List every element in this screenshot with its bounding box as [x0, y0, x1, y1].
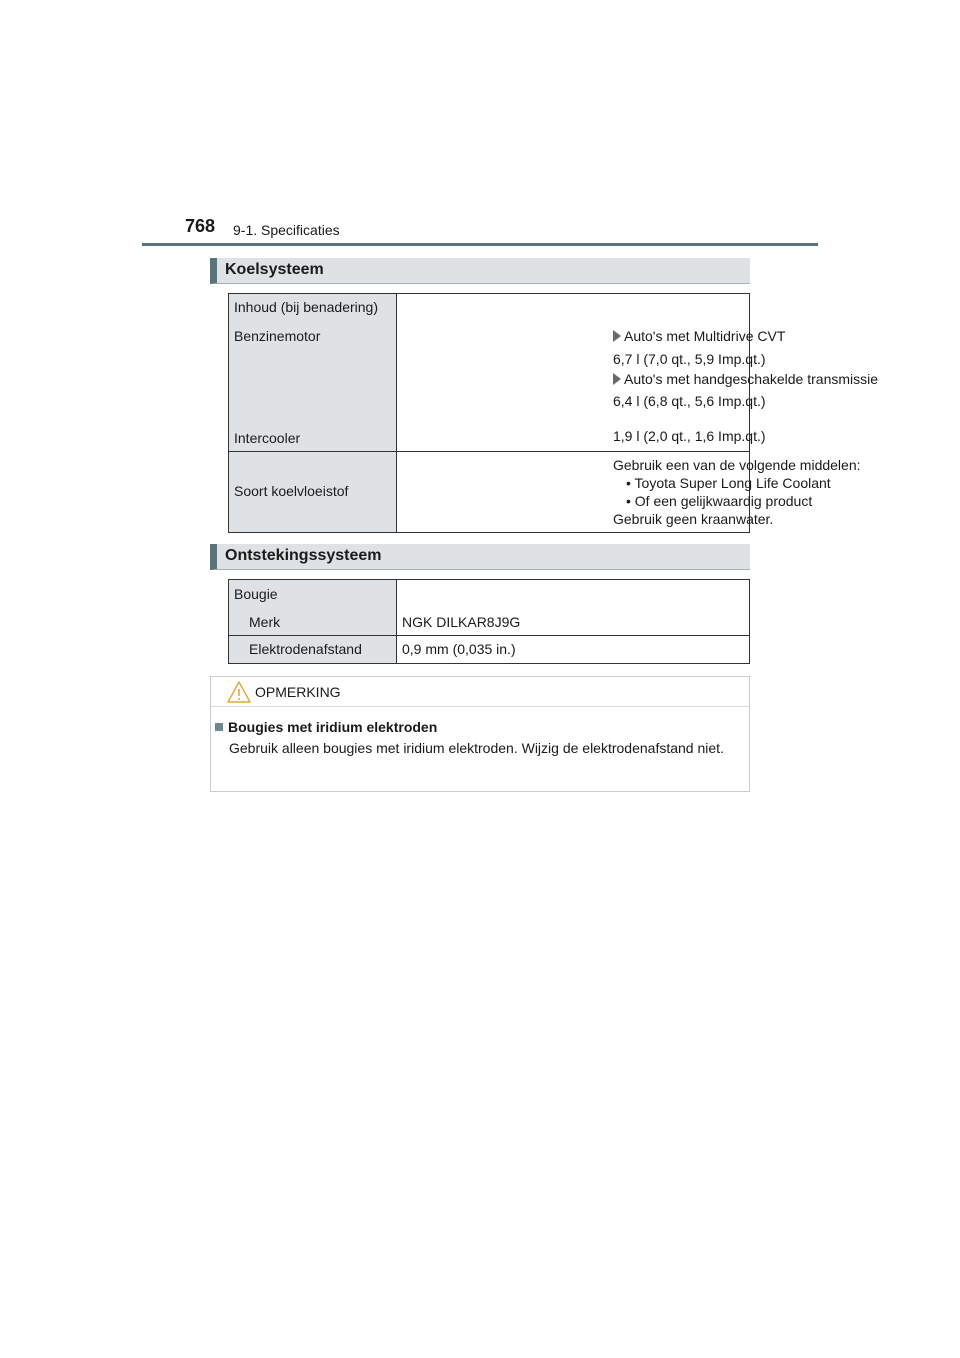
warning-icon	[226, 680, 252, 704]
table-cell	[397, 636, 750, 664]
intercooler-label: Intercooler	[234, 430, 301, 446]
brand-value: NGK DILKAR8J9G	[402, 614, 521, 630]
cvt-value: 6,7 l (7,0 qt., 5,9 Imp.qt.)	[613, 351, 766, 367]
table-row	[229, 636, 750, 664]
table-cell	[397, 580, 750, 636]
table-cell	[397, 294, 879, 452]
table-cell	[229, 636, 397, 664]
square-bullet-icon	[215, 723, 223, 731]
gap-label: Elektrodenafstand	[249, 641, 362, 657]
triangle-right-icon	[613, 330, 621, 342]
notice-title: OPMERKING	[255, 684, 341, 700]
section-heading-ignition	[210, 544, 750, 570]
page-number: 768	[185, 216, 216, 236]
cooling-spec-table	[228, 293, 879, 533]
engine-label: Benzinemotor	[234, 328, 321, 344]
notice-body: Gebruik alleen bougies met iridium elektroden. Wijzig de elektrodenafstand niet.	[229, 740, 724, 756]
section-title: Ontstekingssysteem	[225, 547, 382, 564]
table-cell	[229, 580, 397, 636]
header-rule	[142, 243, 818, 246]
cvt-row	[613, 328, 785, 344]
table-cell	[229, 294, 397, 452]
notice-box	[210, 676, 750, 792]
gap-value: 0,9 mm (0,035 in.)	[402, 641, 516, 657]
ignition-spec-table	[228, 579, 750, 664]
section-title: Koelsysteem	[225, 261, 324, 278]
coolant-option: • Of een gelijkwaardig product	[626, 493, 813, 509]
cvt-label: Auto's met Multidrive CVT	[624, 328, 786, 344]
coolant-option: • Toyota Super Long Life Coolant	[626, 475, 831, 491]
table-row	[229, 452, 750, 533]
section-heading-cooling	[210, 258, 750, 284]
coolant-note: Gebruik geen kraanwater.	[613, 511, 774, 527]
notice-item-title: Bougies met iridium elektroden	[228, 719, 438, 735]
notice-item-heading	[215, 719, 437, 735]
brand-label: Merk	[249, 614, 281, 630]
coolant-intro: Gebruik een van de volgende middelen:	[613, 457, 861, 473]
triangle-right-icon	[613, 373, 621, 385]
notice-header	[211, 677, 749, 707]
manual-row	[613, 371, 878, 387]
table-cell	[229, 452, 397, 533]
coolant-label: Soort koelvloeistof	[234, 483, 349, 499]
table-row	[229, 294, 750, 452]
manual-label: Auto's met handgeschakelde transmissie	[624, 371, 879, 387]
chapter-title: 9-1. Specificaties	[233, 222, 340, 238]
intercooler-value: 1,9 l (2,0 qt., 1,6 Imp.qt.)	[613, 428, 766, 444]
table-cell	[397, 452, 861, 533]
capacity-label: Inhoud (bij benadering)	[234, 299, 378, 315]
manual-value: 6,4 l (6,8 qt., 5,6 Imp.qt.)	[613, 393, 766, 409]
table-row	[229, 580, 750, 636]
plug-label: Bougie	[234, 586, 278, 602]
